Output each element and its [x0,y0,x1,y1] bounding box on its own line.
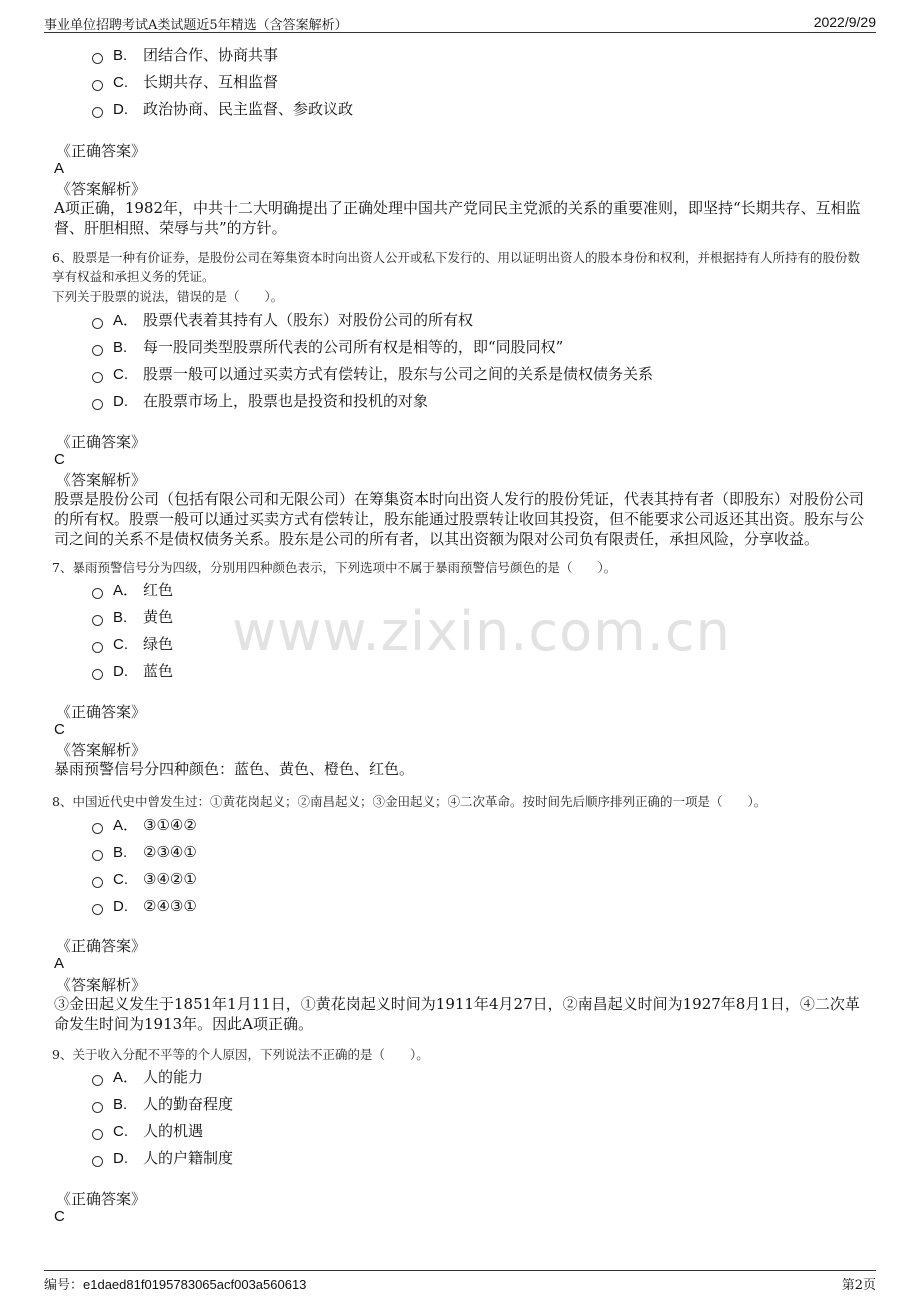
option-b[interactable]: B. 人的勤奋程度 [92,1093,233,1115]
option-a[interactable]: A． 股票代表着其持有人（股东）对股份公司的所有权 [92,309,473,331]
option-c[interactable]: C. 股票一般可以通过买卖方式有偿转让，股东与公司之间的关系是债权债务关系 [92,363,653,385]
correct-answer: C [54,721,65,738]
document-date: 2022/9/29 [813,14,876,30]
option-b[interactable]: B. 团结合作、协商共事 [92,44,278,66]
option-c[interactable]: C. 长期共存、互相监督 [92,71,278,93]
option-b[interactable]: B. 黄色 [92,606,173,628]
analysis-text: ③金田起义发生于1851年1月11日，①黄花岗起义时间为1911年4月27日，②南昌起义时间为1927年8月1日，④二次革命发生时间为1913年。因此A项正确。 [54,995,860,1033]
radio-icon[interactable] [92,1075,103,1086]
correct-answer-label: 《正确答案》 [56,703,147,721]
option-b[interactable]: B. ②③④① [92,841,197,863]
radio-icon[interactable] [92,318,103,329]
radio-icon[interactable] [92,588,103,599]
radio-icon[interactable] [92,1129,103,1140]
question-stem: 9、关于收入分配不平等的个人原因，下列说法不正确的是（ ）。 [52,1047,429,1062]
option-a[interactable]: A． ③①④② [92,814,197,836]
correct-answer-label: 《正确答案》 [56,142,147,160]
radio-icon[interactable] [92,877,103,888]
radio-icon[interactable] [92,642,103,653]
analysis-label: 《答案解析》 [56,976,147,994]
radio-icon[interactable] [92,107,103,118]
option-d[interactable]: D. 政治协商、民主监督、参政议政 [92,98,353,120]
radio-icon[interactable] [92,345,103,356]
radio-icon[interactable] [92,1102,103,1113]
page-number: 第2页 [841,1278,876,1293]
correct-answer: A [54,160,65,177]
option-d[interactable]: D. ②④③① [92,895,197,917]
radio-icon[interactable] [92,53,103,64]
radio-icon[interactable] [92,399,103,410]
option-c[interactable]: C. 人的机遇 [92,1120,203,1142]
question-stem: 7、暴雨预警信号分为四级，分别用四种颜色表示，下列选项中不属于暴雨预警信号颜色的是（ ）。 [52,560,617,575]
analysis-text: A项正确，1982年，中共十二大明确提出了正确处理中国共产党同民主党派的关系的重要准则，即坚持“长期共存、互相监督、肝胆相照、荣辱与共”的方针。 [54,199,861,237]
page-footer [44,1270,876,1291]
radio-icon[interactable] [92,615,103,626]
radio-icon[interactable] [92,904,103,915]
radio-icon[interactable] [92,669,103,680]
option-c[interactable]: C. 绿色 [92,633,173,655]
analysis-text: 股票是股份公司（包括有限公司和无限公司）在筹集资本时向出资人发行的股份凭证，代表其持有者（即股东）对股份公司的所有权。股票一般可以通过买卖方式有偿转让，股东能通过股票转让收回其投资，但不能要求公司返还其出资。股东与公司之间的关系不是债权债务关系。股东是公司的所有者，以其出资额为限对公司负有限责任，承担风险，分享收益。 [54,490,865,548]
option-a[interactable]: A． 人的能力 [92,1066,203,1088]
correct-answer-label: 《正确答案》 [56,433,147,451]
correct-answer: C [54,1208,65,1225]
analysis-text: 暴雨预警信号分四种颜色：蓝色、黄色、橙色、红色。 [54,760,415,778]
analysis-label: 《答案解析》 [56,471,147,489]
watermark: www.zixin.com.cn [232,600,731,663]
correct-answer-label: 《正确答案》 [56,1190,147,1208]
analysis-label: 《答案解析》 [56,741,147,759]
correct-answer-label: 《正确答案》 [56,937,147,955]
option-d[interactable]: D. 人的户籍制度 [92,1147,233,1169]
option-d[interactable]: D. 在股票市场上，股票也是投资和投机的对象 [92,390,428,412]
document-title: 事业单位招聘考试A类试题近5年精选（含答案解析） [44,18,348,33]
correct-answer: A [54,955,65,972]
radio-icon[interactable] [92,850,103,861]
radio-icon[interactable] [92,372,103,383]
question-stem: 6、股票是一种有价证券，是股份公司在筹集资本时向出资人公开或私下发行的、用以证明出资人的股本身份和权利，并根据持有人所持有的股份数享有权益和承担义务的凭证。 [52,250,860,284]
radio-icon[interactable] [92,823,103,834]
question-prompt: 下列关于股票的说法，错误的是（ ）。 [52,289,284,304]
correct-answer: C [54,451,65,468]
radio-icon[interactable] [92,1156,103,1167]
document-code: 编号：e1daed81f0195783065acf003a560613 [44,1277,307,1293]
analysis-label: 《答案解析》 [56,180,147,198]
option-c[interactable]: C. ③④②① [92,868,197,890]
question-stem: 8、中国近代史中曾发生过：①黄花岗起义；②南昌起义；③金田起义；④二次革命。按时间先后顺序排列正确的一项是（ ）。 [52,794,767,809]
option-b[interactable]: B. 每一股同类型股票所代表的公司所有权是相等的，即“同股同权” [92,336,563,358]
option-d[interactable]: D. 蓝色 [92,660,173,682]
option-a[interactable]: A． 红色 [92,579,173,601]
radio-icon[interactable] [92,80,103,91]
